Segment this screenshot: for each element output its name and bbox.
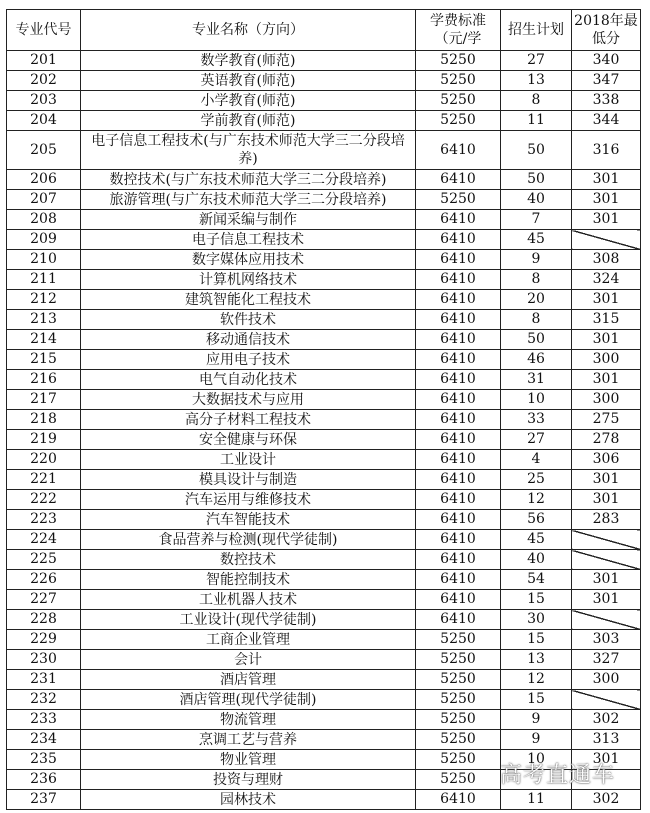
- cell-fee: 6410: [416, 170, 501, 190]
- cell-name: 新闻采编与制作: [81, 210, 416, 230]
- cell-plan: 15: [501, 630, 572, 650]
- table-row: [7, 590, 641, 610]
- cell-fee: 5250: [416, 190, 501, 210]
- cell-code: 233: [7, 710, 81, 730]
- cell-fee: 5250: [416, 91, 501, 111]
- cell-fee: 6410: [416, 310, 501, 330]
- cell-code: 210: [7, 250, 81, 270]
- cell-fee: 6410: [416, 350, 501, 370]
- table-row: [7, 710, 641, 730]
- cell-min-score: 301: [572, 470, 641, 490]
- cell-plan: 54: [501, 570, 572, 590]
- cell-plan: 12: [501, 490, 572, 510]
- cell-plan: 13: [501, 71, 572, 91]
- cell-fee: 6410: [416, 131, 501, 170]
- cell-min-score: 301: [572, 190, 641, 210]
- cell-code: 220: [7, 450, 81, 470]
- table-row: [7, 230, 641, 250]
- cell-code: 232: [7, 690, 81, 710]
- watermark-text: 高考直通车: [500, 763, 616, 788]
- cell-name: 工业机器人技术: [81, 590, 416, 610]
- cell-min-score: 303: [572, 630, 641, 650]
- cell-plan: 50: [501, 170, 572, 190]
- cell-plan: 12: [501, 670, 572, 690]
- cell-name: 数学教育(师范): [81, 51, 416, 71]
- cell-plan: 33: [501, 410, 572, 430]
- table-row: [7, 310, 641, 330]
- cell-name: 工商企业管理: [81, 630, 416, 650]
- cell-name: 烹调工艺与营养: [81, 730, 416, 750]
- cell-name: 电子信息工程技术: [81, 230, 416, 250]
- cell-plan: 45: [501, 530, 572, 550]
- cell-min-score: 275: [572, 410, 641, 430]
- cell-name: 智能控制技术: [81, 570, 416, 590]
- cell-fee: 6410: [416, 370, 501, 390]
- cell-fee: 5250: [416, 770, 501, 790]
- cell-plan: 8: [501, 270, 572, 290]
- cell-min-score: 327: [572, 650, 641, 670]
- cell-name: 安全健康与环保: [81, 430, 416, 450]
- cell-min-score: 301: [572, 490, 641, 510]
- cell-code: 215: [7, 350, 81, 370]
- cell-plan: 31: [501, 370, 572, 390]
- cell-fee: 5250: [416, 51, 501, 71]
- cell-name: 旅游管理(与广东技术师范大学三二分段培养): [81, 190, 416, 210]
- table-row: [7, 510, 641, 530]
- table-row: [7, 570, 641, 590]
- cell-min-score: 300: [572, 670, 641, 690]
- table-row: [7, 730, 641, 750]
- cell-fee: 6410: [416, 610, 501, 630]
- cell-min-score: [572, 230, 641, 250]
- cell-plan: 8: [501, 310, 572, 330]
- cell-name: 工业设计: [81, 450, 416, 470]
- cell-plan: 27: [501, 51, 572, 71]
- cell-min-score: 301: [572, 750, 641, 770]
- cell-code: 202: [7, 71, 81, 91]
- cell-min-score: 313: [572, 730, 641, 750]
- cell-name: 小学教育(师范): [81, 91, 416, 111]
- table-row: [7, 91, 641, 111]
- cell-plan: 9: [501, 710, 572, 730]
- cell-fee: 5250: [416, 670, 501, 690]
- header-min-score: 2018年最低分: [572, 10, 641, 51]
- cell-code: 234: [7, 730, 81, 750]
- header-plan: 招生计划: [501, 10, 572, 51]
- cell-fee: 6410: [416, 410, 501, 430]
- cell-min-score: 301: [572, 330, 641, 350]
- cell-name: 酒店管理: [81, 670, 416, 690]
- cell-code: 219: [7, 430, 81, 450]
- cell-min-score: 302: [572, 790, 641, 810]
- table-row: [7, 370, 641, 390]
- cell-plan: 15: [501, 590, 572, 610]
- cell-plan: 10: [501, 390, 572, 410]
- cell-name: 计算机网络技术: [81, 270, 416, 290]
- cell-min-score: 300: [572, 390, 641, 410]
- table-row: [7, 390, 641, 410]
- cell-fee: 5250: [416, 650, 501, 670]
- cell-fee: 6410: [416, 790, 501, 810]
- cell-code: 216: [7, 370, 81, 390]
- cell-plan: 8: [501, 91, 572, 111]
- cell-name: 学前教育(师范): [81, 111, 416, 131]
- table-row: [7, 131, 641, 170]
- cell-name: 电子信息工程技术(与广东技术师范大学三二分段培养): [81, 131, 416, 170]
- cell-code: 214: [7, 330, 81, 350]
- cell-min-score: 301: [572, 590, 641, 610]
- cell-plan: 20: [501, 290, 572, 310]
- cell-code: 208: [7, 210, 81, 230]
- cell-code: 205: [7, 131, 81, 170]
- table-row: [7, 530, 641, 550]
- cell-min-score: 301: [572, 290, 641, 310]
- cell-name: 数控技术: [81, 550, 416, 570]
- cell-fee: 6410: [416, 490, 501, 510]
- cell-plan: 11: [501, 111, 572, 131]
- cell-plan: 10: [501, 750, 572, 770]
- cell-code: 227: [7, 590, 81, 610]
- table-row: [7, 350, 641, 370]
- cell-code: 222: [7, 490, 81, 510]
- cell-min-score: 301: [572, 370, 641, 390]
- cell-fee: 6410: [416, 290, 501, 310]
- cell-plan: 27: [501, 430, 572, 450]
- cell-fee: 5250: [416, 630, 501, 650]
- table-row: [7, 670, 641, 690]
- table-row: [7, 690, 641, 710]
- admission-plan-table: [6, 9, 641, 810]
- cell-fee: 6410: [416, 430, 501, 450]
- table-body: [7, 51, 641, 810]
- cell-plan: 45: [501, 230, 572, 250]
- cell-code: 230: [7, 650, 81, 670]
- cell-min-score: 301: [572, 210, 641, 230]
- table-row: [7, 51, 641, 71]
- cell-code: 207: [7, 190, 81, 210]
- cell-fee: 6410: [416, 270, 501, 290]
- cell-fee: 6410: [416, 530, 501, 550]
- cell-name: 数控技术(与广东技术师范大学三二分段培养): [81, 170, 416, 190]
- header-code: 专业代号: [7, 10, 81, 51]
- cell-plan: 50: [501, 330, 572, 350]
- cell-name: 会计: [81, 650, 416, 670]
- cell-name: 投资与理财: [81, 770, 416, 790]
- cell-min-score: 300: [572, 350, 641, 370]
- table-row: [7, 330, 641, 350]
- table-row: [7, 71, 641, 91]
- cell-code: 235: [7, 750, 81, 770]
- cell-min-score: 308: [572, 250, 641, 270]
- cell-fee: 6410: [416, 550, 501, 570]
- cell-name: 物流管理: [81, 710, 416, 730]
- cell-name: 大数据技术与应用: [81, 390, 416, 410]
- cell-min-score: [572, 610, 641, 630]
- cell-fee: 5250: [416, 750, 501, 770]
- cell-min-score: 302: [572, 710, 641, 730]
- table-row: [7, 610, 641, 630]
- cell-min-score: 278: [572, 430, 641, 450]
- table-row: [7, 410, 641, 430]
- cell-plan: 15: [501, 690, 572, 710]
- header-name: 专业名称（方向）: [81, 10, 416, 51]
- cell-fee: 6410: [416, 250, 501, 270]
- cell-min-score: 338: [572, 91, 641, 111]
- table-row: [7, 250, 641, 270]
- cell-name: 酒店管理(现代学徒制): [81, 690, 416, 710]
- cell-name: 物业管理: [81, 750, 416, 770]
- cell-min-score: 344: [572, 111, 641, 131]
- cell-name: 汽车智能技术: [81, 510, 416, 530]
- cell-min-score: [572, 530, 641, 550]
- cell-code: 221: [7, 470, 81, 490]
- table-row: [7, 210, 641, 230]
- cell-fee: 6410: [416, 510, 501, 530]
- cell-code: 212: [7, 290, 81, 310]
- cell-fee: 6410: [416, 470, 501, 490]
- cell-min-score: [572, 690, 641, 710]
- table-row: [7, 190, 641, 210]
- cell-min-score: 340: [572, 51, 641, 71]
- cell-plan: 7: [501, 210, 572, 230]
- cell-min-score: 324: [572, 270, 641, 290]
- cell-name: 英语教育(师范): [81, 71, 416, 91]
- cell-plan: 40: [501, 550, 572, 570]
- cell-code: 224: [7, 530, 81, 550]
- table-row: [7, 630, 641, 650]
- cell-plan: 56: [501, 510, 572, 530]
- cell-fee: 6410: [416, 570, 501, 590]
- cell-min-score: 316: [572, 131, 641, 170]
- cell-code: 226: [7, 570, 81, 590]
- cell-code: 204: [7, 111, 81, 131]
- cell-min-score: 306: [572, 450, 641, 470]
- table-row: [7, 470, 641, 490]
- cell-plan: 40: [501, 190, 572, 210]
- cell-name: 移动通信技术: [81, 330, 416, 350]
- cell-code: 206: [7, 170, 81, 190]
- table-row: [7, 450, 641, 470]
- cell-name: 工业设计(现代学徒制): [81, 610, 416, 630]
- table-row: [7, 170, 641, 190]
- cell-code: 201: [7, 51, 81, 71]
- cell-min-score: 301: [572, 570, 641, 590]
- table-row: [7, 111, 641, 131]
- table-row: [7, 430, 641, 450]
- cell-fee: 6410: [416, 230, 501, 250]
- cell-fee: 5250: [416, 111, 501, 131]
- cell-name: 建筑智能化工程技术: [81, 290, 416, 310]
- cell-fee: 6410: [416, 590, 501, 610]
- table-row: [7, 290, 641, 310]
- cell-min-score: 347: [572, 71, 641, 91]
- cell-name: 应用电子技术: [81, 350, 416, 370]
- cell-fee: 5250: [416, 71, 501, 91]
- cell-code: 228: [7, 610, 81, 630]
- cell-min-score: 283: [572, 510, 641, 530]
- table-header-row: [7, 10, 641, 51]
- cell-name: 电气自动化技术: [81, 370, 416, 390]
- cell-fee: 6410: [416, 330, 501, 350]
- cell-plan: 4: [501, 450, 572, 470]
- cell-plan: 13: [501, 650, 572, 670]
- header-fee: 学费标准（元/学: [416, 10, 501, 51]
- cell-min-score: [572, 550, 641, 570]
- cell-code: 203: [7, 91, 81, 111]
- cell-code: 213: [7, 310, 81, 330]
- cell-fee: 6410: [416, 390, 501, 410]
- cell-plan: 46: [501, 350, 572, 370]
- cell-fee: 5250: [416, 710, 501, 730]
- cell-code: 229: [7, 630, 81, 650]
- cell-name: 模具设计与制造: [81, 470, 416, 490]
- cell-min-score: 301: [572, 170, 641, 190]
- cell-plan: 9: [501, 250, 572, 270]
- cell-code: 231: [7, 670, 81, 690]
- cell-name: 高分子材料工程技术: [81, 410, 416, 430]
- cell-code: 225: [7, 550, 81, 570]
- cell-name: 园林技术: [81, 790, 416, 810]
- cell-name: 汽车运用与维修技术: [81, 490, 416, 510]
- cell-code: 236: [7, 770, 81, 790]
- cell-name: 软件技术: [81, 310, 416, 330]
- cell-plan: 11: [501, 790, 572, 810]
- cell-code: 211: [7, 270, 81, 290]
- table-row: [7, 490, 641, 510]
- cell-plan: 9: [501, 730, 572, 750]
- cell-code: 237: [7, 790, 81, 810]
- cell-fee: 6410: [416, 210, 501, 230]
- cell-code: 209: [7, 230, 81, 250]
- cell-min-score: 315: [572, 310, 641, 330]
- table-row: [7, 270, 641, 290]
- table-row: [7, 550, 641, 570]
- cell-fee: 5250: [416, 730, 501, 750]
- cell-code: 223: [7, 510, 81, 530]
- cell-name: 数字媒体应用技术: [81, 250, 416, 270]
- cell-code: 217: [7, 390, 81, 410]
- cell-plan: 25: [501, 470, 572, 490]
- cell-fee: 5250: [416, 690, 501, 710]
- cell-name: 食品营养与检测(现代学徒制): [81, 530, 416, 550]
- cell-plan: 50: [501, 131, 572, 170]
- table-row: [7, 650, 641, 670]
- cell-code: 218: [7, 410, 81, 430]
- cell-fee: 6410: [416, 450, 501, 470]
- cell-plan: 30: [501, 610, 572, 630]
- table-row: [7, 790, 641, 810]
